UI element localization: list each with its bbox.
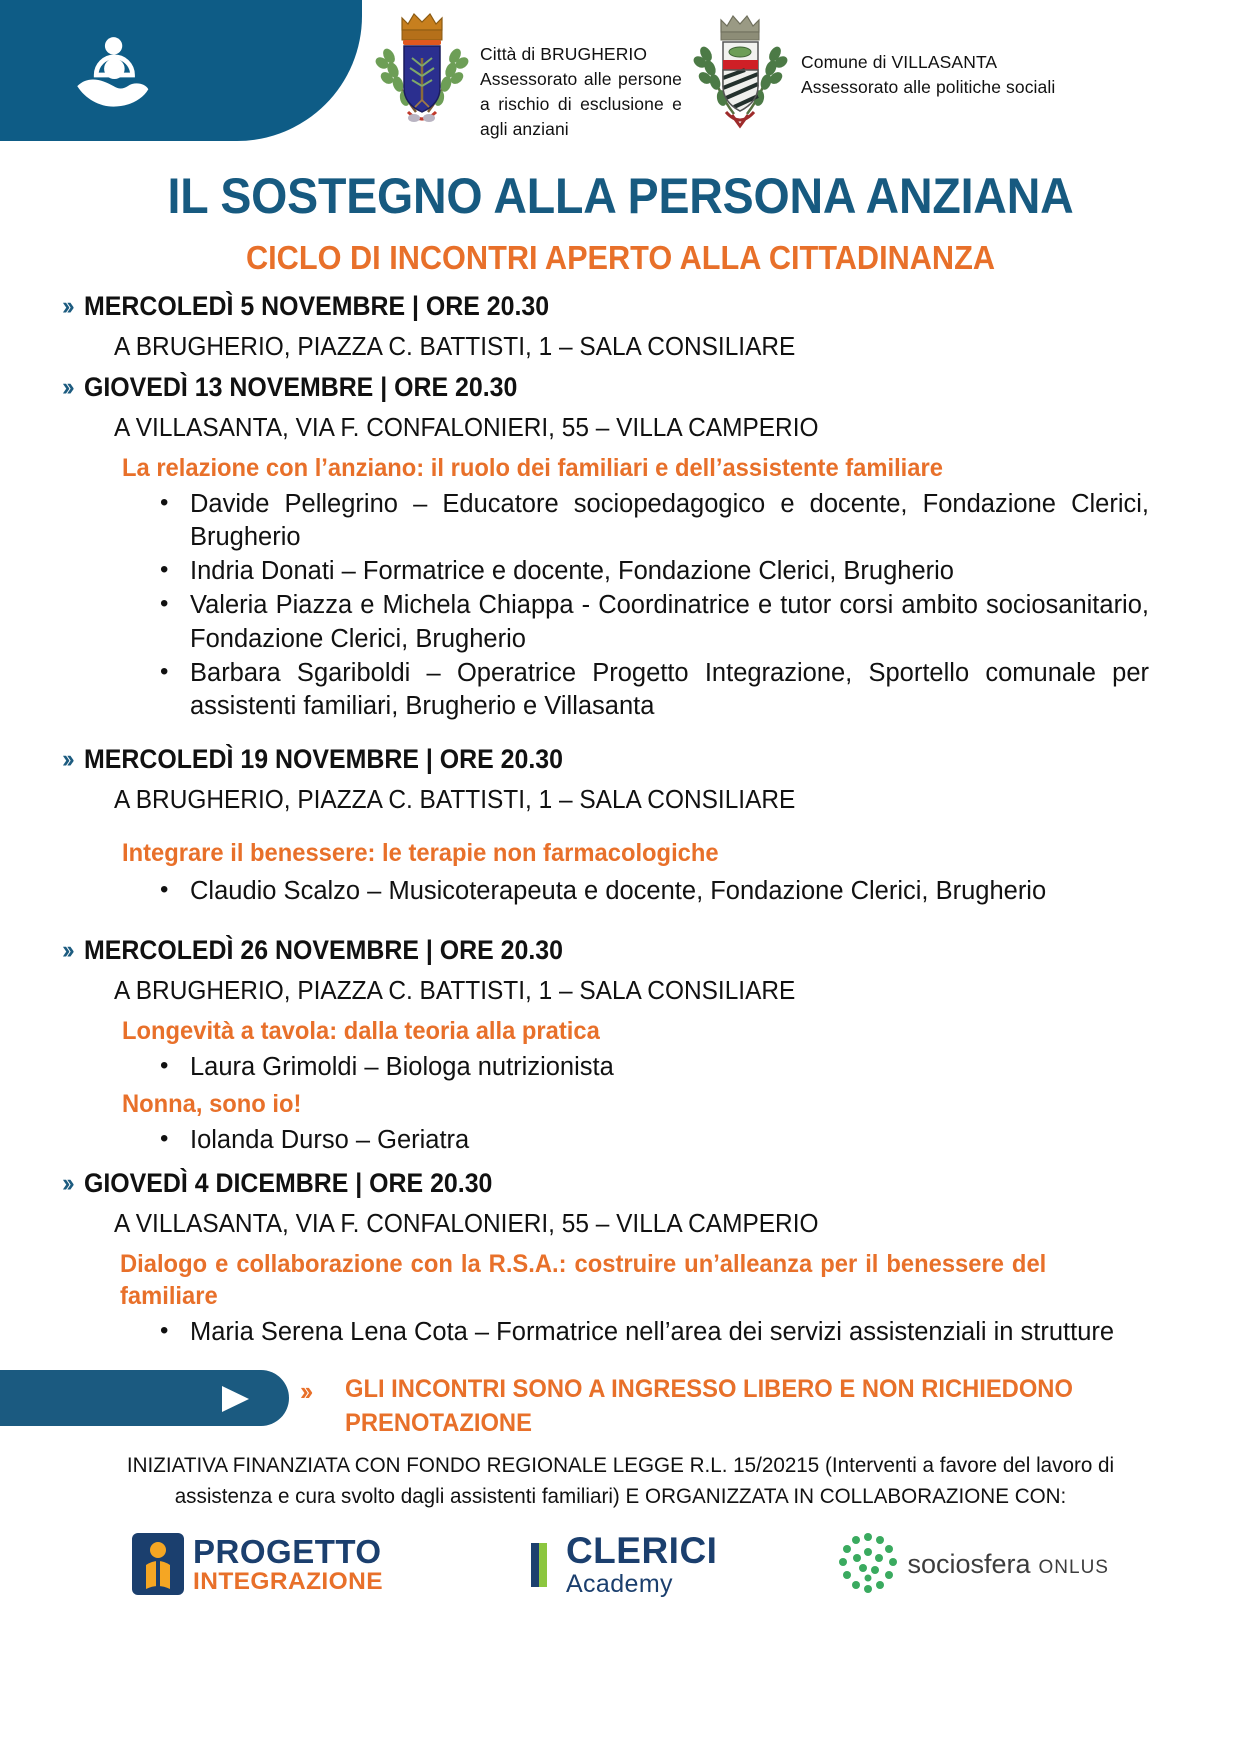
free-entry-banner <box>0 1366 1241 1444</box>
institution-logos <box>372 8 1055 138</box>
page-subtitle: CICLO DI INCONTRI APERTO ALLA CITTADINANZA <box>245 239 995 276</box>
villasanta-coat-of-arms <box>688 8 793 133</box>
event-header <box>62 744 1181 775</box>
brugherio-coat-of-arms <box>372 8 472 133</box>
event-date: MERCOLEDÌ 26 NOVEMBRE | ORE 20.30 <box>83 935 563 966</box>
org-line: Assessorato alle persone <box>480 68 682 89</box>
event-date: GIOVEDÌ 13 NOVEMBRE | ORE 20.30 <box>83 372 518 402</box>
event-item <box>62 744 1181 908</box>
events-list <box>0 277 1241 1350</box>
poster-header <box>0 0 1241 141</box>
sociosfera-wordmark <box>907 1549 1109 1580</box>
arrow-right-icon <box>222 1386 249 1412</box>
event-date: GIOVEDÌ 4 DICEMBRE | ORE 20.30 <box>83 1168 493 1199</box>
event-item <box>62 372 1181 723</box>
funding-note: INIZIATIVA FINANZIATA CON FONDO REGIONALE LEGGE R.L. 15/20215 (Interventi a favore del lavoro di assistenza e cura svolto dagli assistenti familiari) E ORGANIZZATA IN COLLABORAZIONE CON: <box>126 1452 1115 1508</box>
sponsor-line-1: PROGETTO <box>193 1532 382 1570</box>
event-place: A BRUGHERIO, PIAZZA C. BATTISTI, 1 – SALA CONSILIARE <box>114 975 796 1006</box>
list-item: • Barbara Sgariboldi – Operatrice Progetto Integrazione, Sportello comunale per assistenti familiari, Brugherio e Villasanta <box>190 657 1181 723</box>
org-line: agli anziani <box>480 118 569 139</box>
org-brugherio <box>372 8 682 141</box>
org-line: Assessorato alle politiche sociali <box>801 76 1056 97</box>
banner-text: GLI INCONTRI SONO A INGRESSO LIBERO E NON RICHIEDONO PRENOTAZIONE <box>345 1374 1073 1437</box>
double-chevron-right-icon: ›› <box>62 936 71 965</box>
event-topic: Longevità a tavola: dalla teoria alla pratica <box>122 1017 600 1046</box>
event-topic: Dialogo e collaborazione con la R.S.A.: costruire un’alleanza per il benessere del familiare <box>120 1250 1047 1311</box>
sponsor-line-1: sociosfera <box>907 1548 1031 1579</box>
event-item <box>62 935 1181 1157</box>
speaker-list <box>62 875 1181 908</box>
clerici-academy-logo <box>501 1529 718 1598</box>
event-header <box>62 1168 1181 1199</box>
list-item: • Valeria Piazza e Michela Chiappa - Coordinatrice e tutor corsi ambito sociosanitario, Fondazione Clerici, Brugherio <box>190 589 1181 655</box>
progetto-integrazione-mark-icon <box>132 1533 184 1595</box>
list-item: • Davide Pellegrino – Educatore sociopedagogico e docente, Fondazione Clerici, Brugherio <box>190 488 1181 554</box>
list-item: • Laura Grimoldi – Biologa nutrizionista <box>190 1051 1181 1084</box>
speaker-list <box>62 1051 1181 1084</box>
org-villasanta-text <box>801 8 1055 100</box>
sponsor-line-2: Academy <box>565 1569 673 1598</box>
progetto-integrazione-logo <box>132 1533 383 1595</box>
sponsor-line-2: ONLUS <box>1038 1556 1109 1578</box>
list-item: • Claudio Scalzo – Musicoterapeuta e docente, Fondazione Clerici, Brugherio <box>190 875 1181 908</box>
event-header <box>62 291 1181 322</box>
event-place: A VILLASANTA, VIA F. CONFALONIERI, 55 – VILLA CAMPERIO <box>114 1208 819 1239</box>
event-item <box>62 1168 1181 1349</box>
event-header <box>62 372 1181 403</box>
sponsor-logos <box>0 1529 1241 1598</box>
double-chevron-right-icon: ›› <box>62 373 71 401</box>
org-line: Città di BRUGHERIO <box>480 44 648 64</box>
org-line: a rischio di esclusione e <box>480 93 682 114</box>
event-topic: La relazione con l’anziano: il ruolo dei familiari e dell’assistente familiare <box>122 454 943 482</box>
event-topic-secondary: Nonna, sono io! <box>122 1090 302 1119</box>
event-item <box>62 291 1181 362</box>
org-line: Comune di VILLASANTA <box>801 52 998 72</box>
sponsor-line-1: CLERICI <box>565 1529 718 1571</box>
event-date: MERCOLEDÌ 5 NOVEMBRE | ORE 20.30 <box>83 291 549 321</box>
clerici-academy-mark-icon <box>501 1537 559 1591</box>
event-place: A BRUGHERIO, PIAZZA C. BATTISTI, 1 – SALA CONSILIARE <box>114 783 796 814</box>
sociosfera-onlus-logo <box>835 1532 1109 1596</box>
list-item: • Maria Serena Lena Cota – Formatrice nell’area dei servizi assistenziali in strutture <box>190 1316 1181 1349</box>
double-chevron-right-icon: ›› <box>62 1169 71 1198</box>
event-place: A BRUGHERIO, PIAZZA C. BATTISTI, 1 – SALA CONSILIARE <box>114 331 796 361</box>
progetto-integrazione-wordmark <box>193 1532 383 1595</box>
speaker-list <box>62 488 1181 723</box>
page-title: IL SOSTEGNO ALLA PERSONA ANZIANA <box>167 168 1074 224</box>
header-blue-panel <box>0 0 362 141</box>
list-item: • Iolanda Durso – Geriatra <box>190 1124 1181 1157</box>
event-topic: Integrare il benessere: le terapie non farmacologiche <box>122 838 719 867</box>
clerici-wordmark <box>565 1529 718 1598</box>
org-villasanta <box>688 8 1055 133</box>
speaker-list-secondary <box>62 1124 1181 1157</box>
speaker-list <box>62 1316 1181 1349</box>
event-header <box>62 935 1181 966</box>
hands-holding-person-icon <box>72 34 152 109</box>
sociosfera-dots-mark-icon <box>835 1532 901 1596</box>
double-chevron-right-icon: ›› <box>62 292 71 320</box>
double-chevron-right-icon: ›› <box>300 1375 310 1406</box>
sponsor-line-2: INTEGRAZIONE <box>193 1567 383 1595</box>
org-brugherio-text <box>480 8 682 141</box>
event-date: MERCOLEDÌ 19 NOVEMBRE | ORE 20.30 <box>83 743 563 774</box>
event-place: A VILLASANTA, VIA F. CONFALONIERI, 55 – VILLA CAMPERIO <box>114 412 819 442</box>
double-chevron-right-icon: ›› <box>62 744 71 773</box>
list-item: • Indria Donati – Formatrice e docente, Fondazione Clerici, Brugherio <box>190 555 1181 588</box>
